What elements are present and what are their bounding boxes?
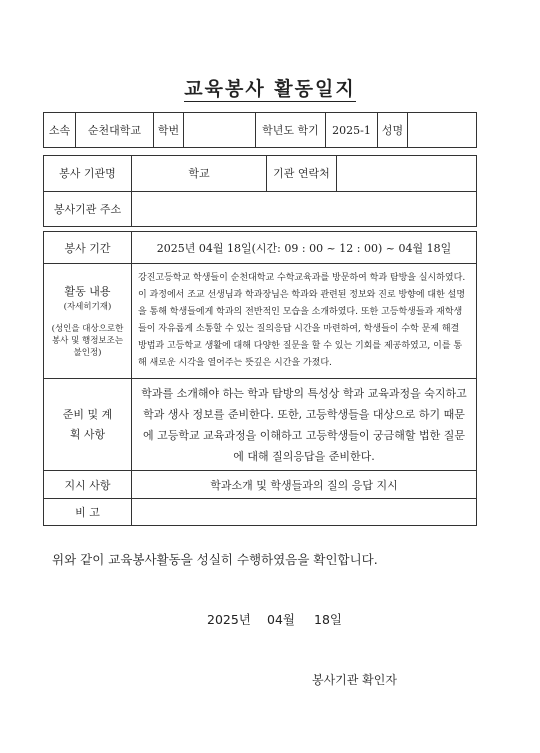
student-id-value — [184, 113, 256, 148]
period-value: 2025년 04월 18일(시간: 09 : 00 ~ 12 : 00) ~ 04월 18일 — [132, 232, 477, 264]
institution-name-value: 학교 — [132, 156, 267, 192]
date-day: 18일 — [314, 612, 342, 627]
term-label: 학년도 학기 — [256, 113, 326, 148]
prep-label: 준비 및 계획 사항 — [44, 379, 132, 471]
date-month: 04월 — [267, 612, 295, 627]
remarks-label: 비 고 — [44, 499, 132, 526]
prep-content: 학과를 소개해야 하는 학과 탐방의 특성상 학과 교육과정을 숙지하고 학과 생사 정보를 준비한다. 또한, 고등학생들을 대상으로 하기 때문에 고등학교 교육과정을 이해하고 고등학생들이 궁금해할 법한 질문에 대해 질의응답을 준비한다. — [132, 379, 477, 471]
term-value: 2025-1 — [326, 113, 378, 148]
activity-note-exclusion: (성인을 대상으로한 봉사 및 행정보조는 불인정) — [51, 324, 124, 358]
instruction-value: 학과소개 및 학생들과의 질의 응답 지시 — [132, 471, 477, 499]
date-year: 2025년 — [207, 612, 251, 627]
document-title — [0, 74, 540, 101]
affiliation-label: 소속 — [44, 113, 76, 148]
remarks-value — [132, 499, 477, 526]
instruction-label: 지시 사항 — [44, 471, 132, 499]
signer-label: 봉사기관 확인자 — [312, 673, 397, 687]
confirmation-statement: 위와 같이 교육봉사활동을 성실히 수행하였음을 확인합니다. — [52, 552, 378, 567]
activity-label: 활동 내용 — [64, 285, 111, 298]
activity-details-table — [43, 231, 477, 526]
title-text: 교육봉사 활동일지 — [184, 78, 356, 100]
institution-table — [43, 155, 477, 227]
activity-note-detail: (자세히기재) — [63, 302, 112, 312]
student-id-label: 학번 — [154, 113, 184, 148]
name-label: 성명 — [378, 113, 408, 148]
student-info-table — [43, 112, 477, 148]
institution-name-label: 봉사 기관명 — [44, 156, 132, 192]
affiliation-value: 순천대학교 — [76, 113, 154, 148]
activity-label-cell — [44, 264, 132, 379]
institution-contact-value — [337, 156, 477, 192]
institution-contact-label: 기관 연락처 — [267, 156, 337, 192]
institution-address-value — [132, 191, 477, 227]
activity-content: 강진고등학교 학생들이 순천대학교 수학교육과를 방문하여 학과 탐방을 실시하였다. 이 과정에서 조교 선생님과 학과장님은 학과와 관련된 정보와 진로 방향에 대한 설명을 통해 학생들에게 학과의 전반적인 모습을 소개하였다. 또한 고등학생들과 재학생들이 자유롭게 소통할 수 있는 질의응답 시간을 마련하여, 학생들이 수학 문제 해결 방법과 고등학교 생활에 대해 다양한 질문을 할 수 있는 기회를 제공하였고, 이를 통해 새로운 시각을 열어주는 뜻깊은 시간을 가졌다. — [132, 264, 477, 379]
name-value — [408, 113, 477, 148]
institution-address-label: 봉사기관 주소 — [44, 191, 132, 227]
period-label: 봉사 기간 — [44, 232, 132, 264]
